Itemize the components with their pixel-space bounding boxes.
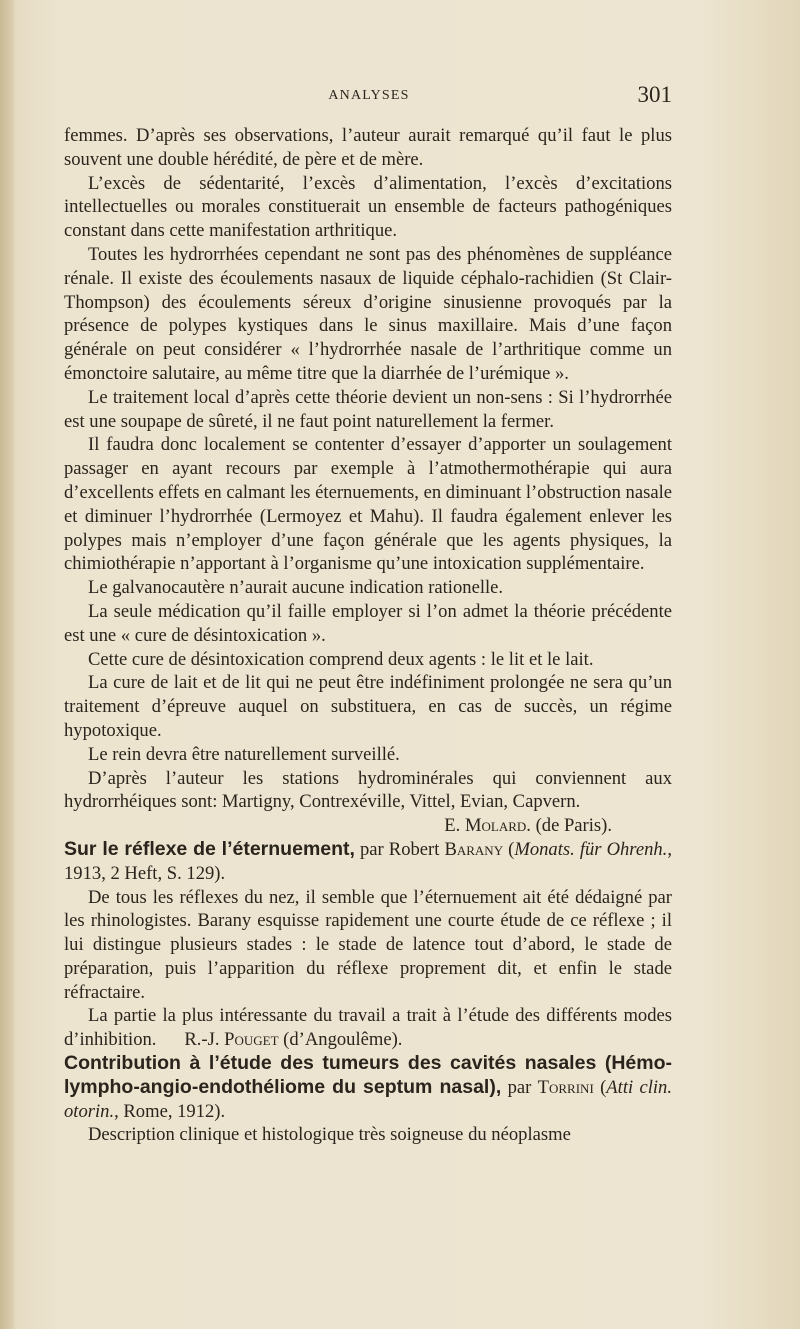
paragraph: femmes. D’après ses observations, l’auteur aurait remarqué qu’il faut le plus souvent une double hérédité, de père et de mère.	[64, 125, 672, 170]
entry-title: Contribution à l’étude des tumeurs des cavités nasales (Hémo-lympho-angio-endothéliome du septum nasal),	[64, 1052, 672, 1098]
paragraph-text: La partie la plus intéressante du travail a trait à l’étude des différents modes d’inhibition.	[64, 1005, 672, 1051]
paragraph: Toutes les hydrorrhées cependant ne sont pas des phénomènes de suppléance rénale. Il existe des écoulements nasaux de liquide céphalo-rachidien (St Clair-Thompson) des écoulements séreux d’origine sinusienne provoqués par la présence de polypes kystiques dans le sinus maxillaire. Mais d’une façon générale on peut considérer « l’hydrorrhée nasale de l’arthritique comme un émonctoire salutaire, au même titre que la diarrhée de l’urémique ».	[64, 243, 672, 384]
book-spine-shadow	[0, 0, 14, 1329]
citation-open: (	[508, 838, 515, 860]
entry-author: Torrini	[537, 1076, 594, 1098]
review-entry-heading	[64, 838, 672, 886]
paragraph: D’après l’auteur les stations hydrominérales qui conviennent aux hydrorrhéiques sont: Martigny, Contrexéville, Vittel, Evian, Capvern.	[64, 767, 672, 813]
paragraph: Cette cure de désintoxication comprend deux agents : le lit et le lait.	[88, 648, 594, 670]
entry-by: par	[507, 1076, 532, 1098]
signature-place: (d’Angoulême).	[283, 1029, 403, 1051]
signature-name: R.-J. Pouget	[184, 1029, 279, 1051]
citation-details: , 1913, 2 Heft, S. 129).	[64, 838, 672, 884]
page-number: 301	[637, 82, 672, 107]
paragraph: La seule médication qu’il faille employer si l’on admet la théorie précédente est une « cure de désintoxication ».	[64, 600, 672, 646]
author-signature	[64, 814, 672, 838]
paragraph-with-signature	[64, 1004, 672, 1052]
paragraph: Le traitement local d’après cette théorie devient un non-sens : Si l’hydrorrhée est une soupape de sûreté, il ne faut point naturellement la fermer.	[64, 386, 672, 432]
paragraph: Description clinique et histologique très soigneuse du néoplasme	[88, 1124, 571, 1146]
entry-title: Sur le réflexe de l’éternuement,	[64, 837, 355, 860]
journal-name: Monats. für Ohrenh.	[514, 838, 668, 860]
journal-name: Atti clin. otorin.	[64, 1076, 672, 1122]
signature-name: E. Molard.	[444, 815, 531, 837]
entry-by: par Robert	[360, 838, 440, 860]
running-head: ANALYSES	[328, 88, 410, 103]
paragraph: Le galvanocautère n’aurait aucune indication rationelle.	[88, 577, 504, 599]
page-header	[66, 82, 672, 112]
paragraph: La cure de lait et de lit qui ne peut être indéfiniment prolongée ne sera qu’un traitement d’épreuve auquel on substituera, en cas de succès, un régime hypotoxique.	[64, 672, 672, 741]
entry-author: Barany	[444, 838, 504, 860]
paragraph: Le rein devra être naturellement surveillé.	[88, 743, 400, 765]
paragraph: De tous les réflexes du nez, il semble que l’éternuement ait été dédaigné par les rhinologistes. Barany esquisse rapidement une courte étude de ce réflexe ; il lui distingue plusieurs stades : le stade de latence tout d’abord, le stade de préparation, puis l’apparition du réflexe proprement dit, et enfin le stade réfractaire.	[64, 886, 672, 1003]
paragraph: L’excès de sédentarité, l’excès d’alimentation, l’excès d’excitations intellectuelles ou morales constituerait un ensemble de facteurs pathogéniques constant dans cette manifestation arthritique.	[64, 172, 672, 242]
citation-details: , Rome, 1912).	[114, 1100, 226, 1122]
review-entry-heading	[64, 1052, 672, 1123]
signature-place: (de Paris).	[535, 815, 612, 837]
citation-open: (	[600, 1076, 607, 1098]
paragraph: Il faudra donc localement se contenter d’essayer d’apporter un soulagement passager en ayant recours par exemple à l’atmothermothérapie qui aura d’excellents effets en calmant les éternuements, en diminuant l’obstruction nasale et diminuer l’hydrorrhée (Lermoyez et Mahu). Il faudra également enlever les polypes mais n’employer d’une façon générale que les agents physiques, la chimiothérapie n’apportant à l’organisme qu’une intoxication supplémentaire.	[64, 434, 672, 575]
article-body	[64, 124, 672, 1147]
